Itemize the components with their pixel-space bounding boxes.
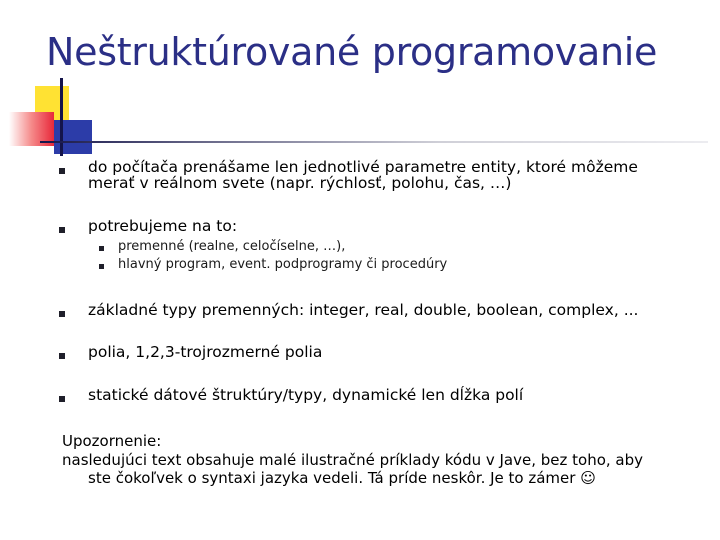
- slide-title: Neštruktúrované programovanie: [46, 30, 658, 74]
- sub-bullet-text-1: premenné (realne, celočíselne, …),: [118, 239, 346, 254]
- bullet-text-1a: do počítača prenášame len jednotlivé parametre entity, ktoré môžeme: [88, 158, 638, 176]
- bullet-text-1b: merať v reálnom svete (napr. rýchlosť, polohu, čas, …): [88, 174, 512, 192]
- bullet-text-3: základné typy premenných: integer, real, double, boolean, complex, ...: [88, 301, 639, 319]
- bullet-icon: [59, 311, 65, 317]
- bullet-icon: [59, 353, 65, 359]
- sub-bullet-icon: [99, 246, 104, 251]
- sub-bullet-icon: [99, 264, 104, 269]
- sub-bullet-text-2: hlavný program, event. podprogramy či procedúry: [118, 257, 448, 272]
- bullet-text-2: potrebujeme na to:: [88, 217, 238, 235]
- logo-vertical-line: [60, 78, 63, 156]
- bullet-icon: [59, 168, 65, 174]
- bullet-text-5: statické dátové štruktúry/typy, dynamické len dĺžka polí: [88, 386, 524, 404]
- bullet-icon: [59, 396, 65, 402]
- bullet-icon: [59, 227, 65, 233]
- note-text-1: nasledujúci text obsahuje malé ilustračné príklady kódu v Jave, bez toho, aby: [62, 451, 644, 469]
- note-text-2: ste čokoľvek o syntaxi jazyka vedeli. Tá príde neskôr. Je to zámer ☺: [88, 469, 596, 487]
- title-divider: [40, 141, 708, 143]
- bullet-text-4: polia, 1,2,3-trojrozmerné polia: [88, 343, 323, 361]
- note-label: Upozornenie:: [62, 432, 162, 450]
